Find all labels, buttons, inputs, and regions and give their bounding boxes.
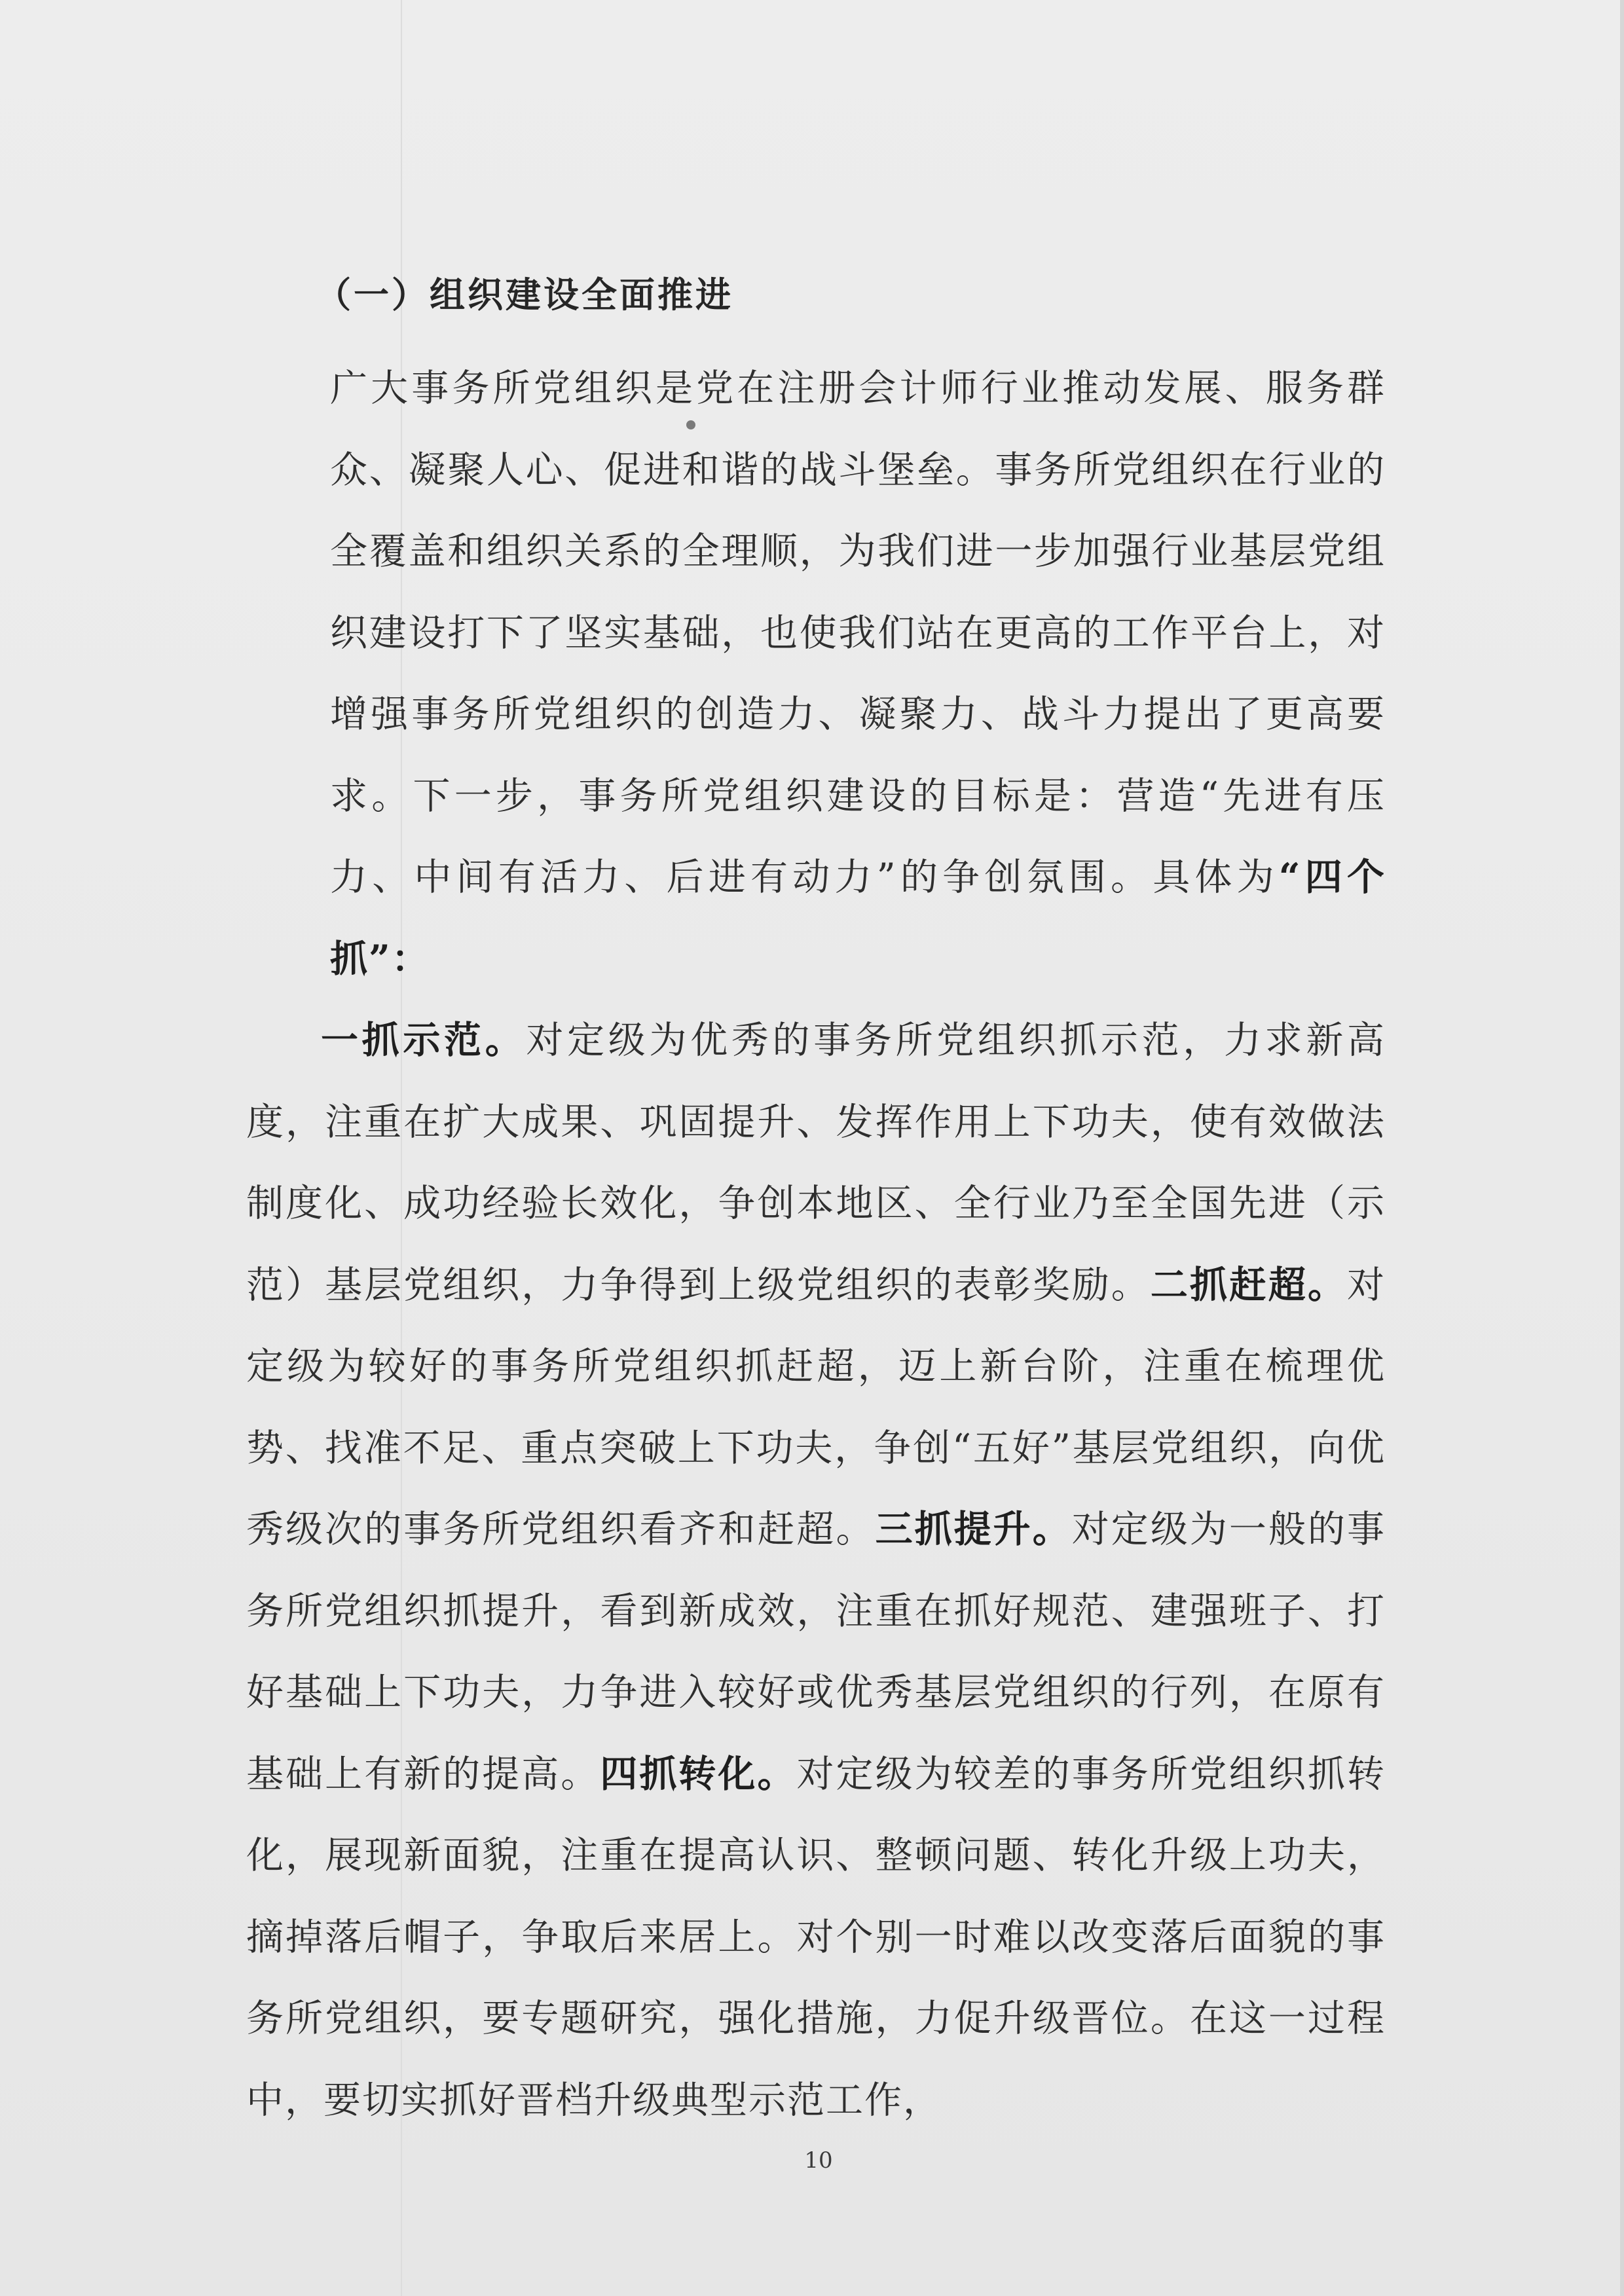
paragraph-1-bold-term: “四个抓”： [330, 855, 1386, 981]
point-1-text: 对定级为优秀的事务所党组织抓示范，力求新高度，注重在扩大成果、巩固提升、发挥作用上下功夫，使有效做法制度化、成功经验长效化，争创本地区、全行业乃至全国先进（示范）基层党组织，力争得到上级党组织的表彰奖励。 [246, 1019, 1386, 1307]
paragraph-2 [246, 1000, 1386, 2141]
body-text [246, 348, 1386, 2141]
point-2-text: 对定级为较好的事务所党组织抓赶超，迈上新台阶，注重在梳理优势、找准不足、重点突破上下功夫，争创“五好”基层党组织，向优秀级次的事务所党组织看齐和赶超。 [246, 1263, 1386, 1551]
point-3-text: 对定级为一般的事务所党组织抓提升，看到新成效，注重在抓好规范、建强班子、打好基础上下功夫，力争进入较好或优秀基层党组织的行列，在原有基础上有新的提高。 [246, 1508, 1386, 1796]
paragraph-1-text: 广大事务所党组织是党在注册会计师行业推动发展、服务群众、凝聚人心、促进和谐的战斗堡垒。事务所党组织在行业的全覆盖和组织关系的全理顺，为我们进一步加强行业基层党组织建设打下了坚实基础，也使我们站在更高的工作平台上，对增强事务所党组织的创造力、凝聚力、战斗力提出了更高要求。下一步，事务所党组织建设的目标是：营造“先进有压力、中间有活力、后进有动力”的争创氛围。具体为 [330, 367, 1386, 899]
point-4-text: 对定级为较差的事务所党组织抓转化，展现新面貌，注重在提高认识、整顿问题、转化升级上功夫，摘掉落后帽子，争取后来居上。对个别一时难以改变落后面貌的事务所党组织，要专题研究，强化措施，力促升级晋位。在这一过程中，要切实抓好晋档升级典型示范工作， [246, 1752, 1386, 2122]
scan-page-edge [1620, 0, 1624, 2296]
point-1-title: 一抓示范。 [321, 1018, 526, 1062]
page-number: 10 [804, 2147, 833, 2174]
point-2-title: 二抓赶超。 [1150, 1262, 1348, 1307]
section-heading: （一）组织建设全面推进 [316, 274, 733, 316]
point-4-title: 四抓转化。 [600, 1751, 797, 1796]
paragraph-1 [246, 348, 1386, 1000]
point-3-title: 三抓提升。 [875, 1507, 1072, 1551]
